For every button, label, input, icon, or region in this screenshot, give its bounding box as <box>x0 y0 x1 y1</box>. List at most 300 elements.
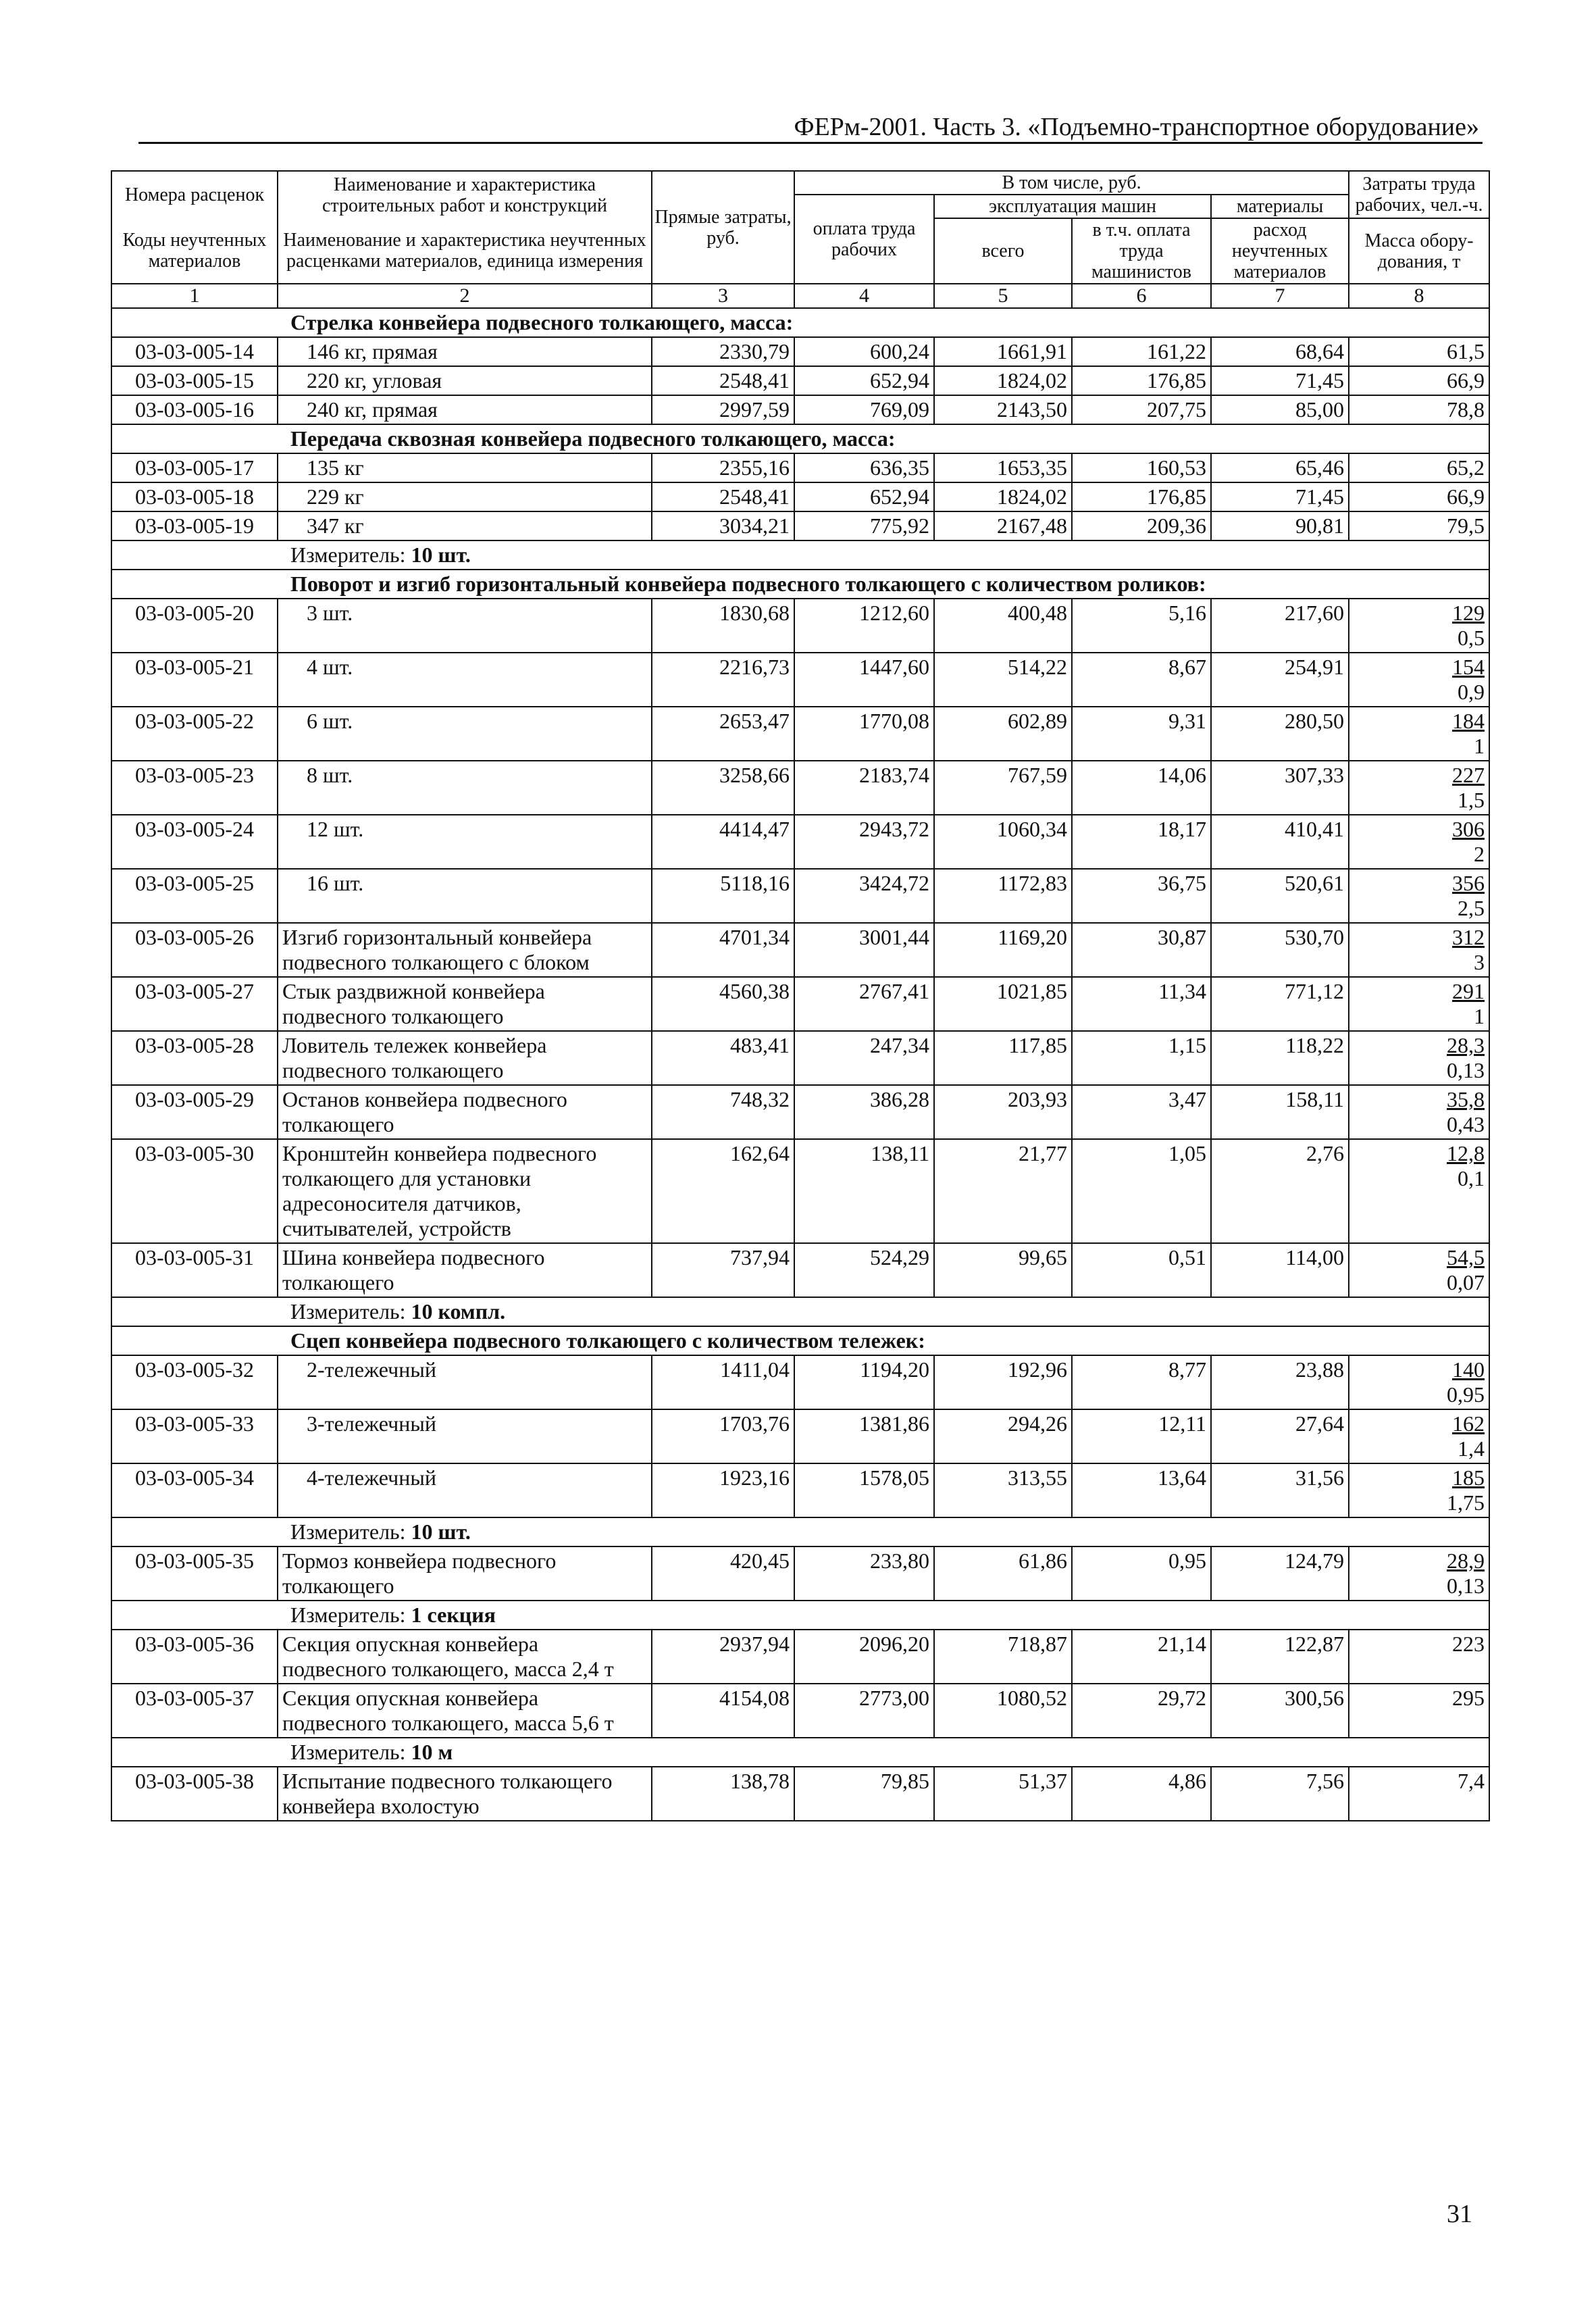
col-header-wages: оплата труда рабочих <box>794 195 934 284</box>
work-name-text: 4 шт. <box>307 655 353 679</box>
labor-costs: 154 <box>1452 655 1485 679</box>
work-name-text: 2-тележечный <box>307 1357 436 1382</box>
rate-code: 03-03-005-26 <box>111 923 278 977</box>
col-header-machines-total: всего <box>934 218 1072 284</box>
machines-total: 51,37 <box>934 1767 1072 1821</box>
col-header-direct-costs: Прямые затраты, руб. <box>652 171 794 284</box>
measure-unit <box>111 1601 1489 1630</box>
materials-cost: 68,64 <box>1211 337 1349 366</box>
column-number: 4 <box>794 284 934 308</box>
col-header-labor: Затраты труда рабочих, чел.-ч. <box>1349 171 1489 218</box>
column-numbers-row <box>111 284 1489 308</box>
column-number: 6 <box>1072 284 1211 308</box>
section-heading-row <box>111 570 1489 599</box>
equipment-mass: 3 <box>1474 950 1485 974</box>
table-row <box>111 1139 1489 1243</box>
operators-wages: 29,72 <box>1072 1684 1211 1738</box>
equipment-mass: 2 <box>1474 842 1485 866</box>
machines-total: 514,22 <box>934 653 1072 707</box>
work-name: Шина конвейера подвесного толкающего <box>278 1243 652 1297</box>
work-name <box>278 869 652 923</box>
machines-total: 767,59 <box>934 761 1072 815</box>
machines-total: 21,77 <box>934 1139 1072 1243</box>
labor-costs: 162 <box>1452 1411 1485 1436</box>
labor-and-mass <box>1349 1139 1489 1243</box>
machines-total: 1172,83 <box>934 869 1072 923</box>
table-row <box>111 1409 1489 1463</box>
equipment-mass: 0,5 <box>1458 626 1485 650</box>
measure-unit-row <box>111 1297 1489 1326</box>
column-number: 5 <box>934 284 1072 308</box>
measure-unit-label: Измеритель: <box>290 543 406 567</box>
direct-costs: 4414,47 <box>652 815 794 869</box>
rate-code: 03-03-005-20 <box>111 599 278 653</box>
wages: 775,92 <box>794 511 934 540</box>
direct-costs: 2997,59 <box>652 395 794 424</box>
machines-total: 1021,85 <box>934 977 1072 1031</box>
labor-and-mass <box>1349 815 1489 869</box>
table-row <box>111 707 1489 761</box>
materials-cost: 307,33 <box>1211 761 1349 815</box>
rate-code: 03-03-005-29 <box>111 1085 278 1139</box>
materials-cost: 71,45 <box>1211 366 1349 395</box>
operators-wages: 0,51 <box>1072 1243 1211 1297</box>
materials-cost: 280,50 <box>1211 707 1349 761</box>
direct-costs: 4701,34 <box>652 923 794 977</box>
measure-unit-value: 1 секция <box>411 1603 496 1627</box>
col-header-materials: материалы <box>1211 195 1349 218</box>
labor-and-mass <box>1349 453 1489 482</box>
operators-wages: 176,85 <box>1072 482 1211 511</box>
wages: 2767,41 <box>794 977 934 1031</box>
table-row <box>111 1031 1489 1085</box>
wages: 524,29 <box>794 1243 934 1297</box>
equipment-mass: 0,07 <box>1447 1270 1485 1294</box>
table-row <box>111 395 1489 424</box>
labor-and-mass <box>1349 511 1489 540</box>
work-name-text: 220 кг, угловая <box>307 368 442 393</box>
wages: 2773,00 <box>794 1684 934 1738</box>
rate-code: 03-03-005-19 <box>111 511 278 540</box>
operators-wages: 3,47 <box>1072 1085 1211 1139</box>
rate-code: 03-03-005-35 <box>111 1546 278 1601</box>
direct-costs: 2653,47 <box>652 707 794 761</box>
measure-unit-label: Измеритель: <box>290 1299 406 1324</box>
wages: 247,34 <box>794 1031 934 1085</box>
direct-costs: 483,41 <box>652 1031 794 1085</box>
equipment-mass: 0,43 <box>1447 1112 1485 1136</box>
page-number: 31 <box>1447 2200 1472 2228</box>
labor-and-mass <box>1349 707 1489 761</box>
labor-and-mass <box>1349 1409 1489 1463</box>
direct-costs: 4154,08 <box>652 1684 794 1738</box>
direct-costs: 3034,21 <box>652 511 794 540</box>
machines-total: 192,96 <box>934 1355 1072 1409</box>
machines-total: 400,48 <box>934 599 1072 653</box>
direct-costs: 4560,38 <box>652 977 794 1031</box>
table-row <box>111 977 1489 1031</box>
materials-cost: 158,11 <box>1211 1085 1349 1139</box>
equipment-mass: 0,95 <box>1447 1382 1485 1407</box>
rate-code: 03-03-005-18 <box>111 482 278 511</box>
work-name-text: 3-тележечный <box>307 1411 436 1436</box>
measure-unit <box>111 540 1489 570</box>
work-name <box>278 511 652 540</box>
direct-costs: 2355,16 <box>652 453 794 482</box>
operators-wages: 12,11 <box>1072 1409 1211 1463</box>
direct-costs: 2937,94 <box>652 1630 794 1684</box>
labor-costs: 7,4 <box>1458 1769 1485 1793</box>
direct-costs: 2330,79 <box>652 337 794 366</box>
direct-costs: 1830,68 <box>652 599 794 653</box>
work-name-text: 146 кг, прямая <box>307 339 438 363</box>
operators-wages: 1,05 <box>1072 1139 1211 1243</box>
wages: 600,24 <box>794 337 934 366</box>
direct-costs: 2216,73 <box>652 653 794 707</box>
column-number: 8 <box>1349 284 1489 308</box>
table-row <box>111 366 1489 395</box>
table-row <box>111 923 1489 977</box>
operators-wages: 207,75 <box>1072 395 1211 424</box>
table-row <box>111 482 1489 511</box>
materials-cost: 410,41 <box>1211 815 1349 869</box>
rate-code: 03-03-005-38 <box>111 1767 278 1821</box>
labor-and-mass <box>1349 1463 1489 1517</box>
direct-costs: 2548,41 <box>652 366 794 395</box>
table-row <box>111 511 1489 540</box>
wages: 1447,60 <box>794 653 934 707</box>
work-name: Тормоз конвейера подвесного толкающего <box>278 1546 652 1601</box>
work-name <box>278 761 652 815</box>
rate-code: 03-03-005-34 <box>111 1463 278 1517</box>
labor-costs: 306 <box>1452 817 1485 841</box>
materials-cost: 23,88 <box>1211 1355 1349 1409</box>
work-name: Секция опускная конвейера подвесного толкающего, масса 2,4 т <box>278 1630 652 1684</box>
wages: 1194,20 <box>794 1355 934 1409</box>
section-heading: Поворот и изгиб горизонтальный конвейера подвесного толкающего с количеством роликов: <box>111 570 1489 599</box>
wages: 769,09 <box>794 395 934 424</box>
labor-costs: 78,8 <box>1447 397 1485 422</box>
table-row <box>111 653 1489 707</box>
labor-costs: 79,5 <box>1447 513 1485 538</box>
table-row <box>111 1767 1489 1821</box>
work-name <box>278 453 652 482</box>
machines-total: 313,55 <box>934 1463 1072 1517</box>
materials-cost: 118,22 <box>1211 1031 1349 1085</box>
measure-unit <box>111 1517 1489 1546</box>
operators-wages: 9,31 <box>1072 707 1211 761</box>
operators-wages: 13,64 <box>1072 1463 1211 1517</box>
direct-costs: 420,45 <box>652 1546 794 1601</box>
work-name-text: 8 шт. <box>307 763 353 787</box>
operators-wages: 21,14 <box>1072 1630 1211 1684</box>
direct-costs: 1411,04 <box>652 1355 794 1409</box>
materials-cost: 124,79 <box>1211 1546 1349 1601</box>
wages: 1381,86 <box>794 1409 934 1463</box>
machines-total: 718,87 <box>934 1630 1072 1684</box>
labor-costs: 28,3 <box>1447 1033 1485 1057</box>
rate-code: 03-03-005-32 <box>111 1355 278 1409</box>
labor-and-mass <box>1349 1085 1489 1139</box>
equipment-mass: 0,13 <box>1447 1574 1485 1598</box>
labor-and-mass <box>1349 599 1489 653</box>
work-name-text: 135 кг <box>307 455 364 480</box>
labor-costs: 185 <box>1452 1465 1485 1490</box>
work-name <box>278 395 652 424</box>
direct-costs: 2548,41 <box>652 482 794 511</box>
work-name <box>278 1463 652 1517</box>
section-heading-row <box>111 308 1489 337</box>
rate-code: 03-03-005-17 <box>111 453 278 482</box>
labor-and-mass <box>1349 1031 1489 1085</box>
table-body <box>111 308 1489 1821</box>
table-row <box>111 1243 1489 1297</box>
measure-unit-row <box>111 1601 1489 1630</box>
labor-costs: 223 <box>1452 1632 1485 1656</box>
materials-cost: 85,00 <box>1211 395 1349 424</box>
measure-unit <box>111 1297 1489 1326</box>
work-name <box>278 1409 652 1463</box>
direct-costs: 1703,76 <box>652 1409 794 1463</box>
materials-cost: 65,46 <box>1211 453 1349 482</box>
measure-unit-row <box>111 540 1489 570</box>
work-name-text: 229 кг <box>307 484 364 509</box>
wages: 1212,60 <box>794 599 934 653</box>
labor-and-mass <box>1349 366 1489 395</box>
rate-code: 03-03-005-37 <box>111 1684 278 1738</box>
materials-cost: 114,00 <box>1211 1243 1349 1297</box>
machines-total: 1080,52 <box>934 1684 1072 1738</box>
table-row <box>111 1546 1489 1601</box>
materials-cost: 7,56 <box>1211 1767 1349 1821</box>
labor-costs: 61,5 <box>1447 339 1485 363</box>
operators-wages: 14,06 <box>1072 761 1211 815</box>
labor-and-mass <box>1349 1546 1489 1601</box>
machines-total: 61,86 <box>934 1546 1072 1601</box>
direct-costs: 3258,66 <box>652 761 794 815</box>
labor-and-mass <box>1349 1630 1489 1684</box>
machines-total: 2167,48 <box>934 511 1072 540</box>
measure-unit-row <box>111 1517 1489 1546</box>
labor-and-mass <box>1349 869 1489 923</box>
labor-costs: 184 <box>1452 709 1485 733</box>
machines-total: 1824,02 <box>934 366 1072 395</box>
operators-wages: 8,67 <box>1072 653 1211 707</box>
machines-total: 1661,91 <box>934 337 1072 366</box>
col-header-including: В том числе, руб. <box>794 171 1349 195</box>
col-header-materials-cost: расход неучтенных материалов <box>1211 218 1349 284</box>
col-header-name-bottom: Наименование и характеристика неучтенных расценками материалов, единица измерения <box>278 218 652 284</box>
machines-total: 1169,20 <box>934 923 1072 977</box>
wages: 1770,08 <box>794 707 934 761</box>
operators-wages: 0,95 <box>1072 1546 1211 1601</box>
table-header <box>111 171 1489 308</box>
section-heading-row <box>111 424 1489 453</box>
rate-code: 03-03-005-27 <box>111 977 278 1031</box>
col-header-codes-bottom: Коды неучтенных материалов <box>111 218 278 284</box>
rate-code: 03-03-005-22 <box>111 707 278 761</box>
materials-cost: 254,91 <box>1211 653 1349 707</box>
work-name-text: 240 кг, прямая <box>307 397 438 422</box>
section-heading: Передача сквозная конвейера подвесного толкающего, масса: <box>111 424 1489 453</box>
table-row <box>111 1463 1489 1517</box>
operators-wages: 1,15 <box>1072 1031 1211 1085</box>
wages: 3424,72 <box>794 869 934 923</box>
work-name-text: 12 шт. <box>307 817 364 841</box>
rate-code: 03-03-005-15 <box>111 366 278 395</box>
work-name: Стык раздвижной конвейера подвесного толкающего <box>278 977 652 1031</box>
rate-code: 03-03-005-16 <box>111 395 278 424</box>
rate-code: 03-03-005-23 <box>111 761 278 815</box>
operators-wages: 161,22 <box>1072 337 1211 366</box>
rate-code: 03-03-005-24 <box>111 815 278 869</box>
rate-code: 03-03-005-33 <box>111 1409 278 1463</box>
materials-cost: 300,56 <box>1211 1684 1349 1738</box>
labor-and-mass <box>1349 761 1489 815</box>
rate-code: 03-03-005-30 <box>111 1139 278 1243</box>
operators-wages: 160,53 <box>1072 453 1211 482</box>
table-row <box>111 337 1489 366</box>
machines-total: 203,93 <box>934 1085 1072 1139</box>
rate-code: 03-03-005-25 <box>111 869 278 923</box>
direct-costs: 737,94 <box>652 1243 794 1297</box>
col-header-machines: эксплуатация машин <box>934 195 1211 218</box>
work-name <box>278 366 652 395</box>
wages: 3001,44 <box>794 923 934 977</box>
measure-unit <box>111 1738 1489 1767</box>
labor-and-mass <box>1349 337 1489 366</box>
work-name-text: 16 шт. <box>307 871 364 895</box>
labor-costs: 356 <box>1452 871 1485 895</box>
wages: 636,35 <box>794 453 934 482</box>
labor-costs: 35,8 <box>1447 1087 1485 1111</box>
machines-total: 1824,02 <box>934 482 1072 511</box>
work-name: Секция опускная конвейера подвесного толкающего, масса 5,6 т <box>278 1684 652 1738</box>
machines-total: 1653,35 <box>934 453 1072 482</box>
column-number: 2 <box>278 284 652 308</box>
labor-costs: 66,9 <box>1447 484 1485 509</box>
work-name-text: 347 кг <box>307 513 364 538</box>
measure-unit-label: Измеритель: <box>290 1519 406 1544</box>
table-row <box>111 815 1489 869</box>
labor-and-mass <box>1349 653 1489 707</box>
direct-costs: 748,32 <box>652 1085 794 1139</box>
col-header-operators: в т.ч. оплата труда машинистов <box>1072 218 1211 284</box>
rate-code: 03-03-005-31 <box>111 1243 278 1297</box>
machines-total: 117,85 <box>934 1031 1072 1085</box>
wages: 79,85 <box>794 1767 934 1821</box>
table-row <box>111 1355 1489 1409</box>
machines-total: 602,89 <box>934 707 1072 761</box>
work-name <box>278 337 652 366</box>
equipment-mass: 1,4 <box>1458 1436 1485 1461</box>
machines-total: 1060,34 <box>934 815 1072 869</box>
labor-and-mass <box>1349 1355 1489 1409</box>
column-number: 1 <box>111 284 278 308</box>
section-heading: Стрелка конвейера подвесного толкающего, масса: <box>111 308 1489 337</box>
work-name <box>278 482 652 511</box>
labor-and-mass <box>1349 482 1489 511</box>
equipment-mass: 0,1 <box>1458 1166 1485 1190</box>
work-name-text: 6 шт. <box>307 709 353 733</box>
materials-cost: 2,76 <box>1211 1139 1349 1243</box>
materials-cost: 90,81 <box>1211 511 1349 540</box>
table-row <box>111 761 1489 815</box>
equipment-mass: 0,13 <box>1447 1058 1485 1082</box>
labor-costs: 227 <box>1452 763 1485 787</box>
work-name <box>278 599 652 653</box>
labor-costs: 140 <box>1452 1357 1485 1382</box>
wages: 1578,05 <box>794 1463 934 1517</box>
labor-and-mass <box>1349 1243 1489 1297</box>
operators-wages: 8,77 <box>1072 1355 1211 1409</box>
equipment-mass: 1,5 <box>1458 788 1485 812</box>
equipment-mass: 2,5 <box>1458 896 1485 920</box>
materials-cost: 530,70 <box>1211 923 1349 977</box>
equipment-mass: 1 <box>1474 734 1485 758</box>
rate-code: 03-03-005-21 <box>111 653 278 707</box>
rates-table <box>111 170 1490 1821</box>
direct-costs: 1923,16 <box>652 1463 794 1517</box>
operators-wages: 36,75 <box>1072 869 1211 923</box>
labor-and-mass <box>1349 395 1489 424</box>
equipment-mass: 0,9 <box>1458 680 1485 704</box>
operators-wages: 4,86 <box>1072 1767 1211 1821</box>
machines-total: 294,26 <box>934 1409 1072 1463</box>
wages: 2096,20 <box>794 1630 934 1684</box>
measure-unit-value: 10 шт. <box>411 1519 471 1544</box>
materials-cost: 122,87 <box>1211 1630 1349 1684</box>
rate-code: 03-03-005-36 <box>111 1630 278 1684</box>
labor-costs: 66,9 <box>1447 368 1485 393</box>
labor-costs: 295 <box>1452 1686 1485 1710</box>
materials-cost: 27,64 <box>1211 1409 1349 1463</box>
labor-and-mass <box>1349 1767 1489 1821</box>
work-name: Испытание подвесного толкающего конвейера вхолостую <box>278 1767 652 1821</box>
work-name: Останов конвейера подвесного толкающего <box>278 1085 652 1139</box>
operators-wages: 5,16 <box>1072 599 1211 653</box>
measure-unit-row <box>111 1738 1489 1767</box>
col-header-mass: Масса обору-дования, т <box>1349 218 1489 284</box>
materials-cost: 31,56 <box>1211 1463 1349 1517</box>
wages: 233,80 <box>794 1546 934 1601</box>
measure-unit-label: Измеритель: <box>290 1603 406 1627</box>
col-header-name-top: Наименование и характеристика строительных работ и конструкций <box>278 171 652 218</box>
table-row <box>111 1630 1489 1684</box>
work-name <box>278 815 652 869</box>
wages: 2943,72 <box>794 815 934 869</box>
table-row <box>111 599 1489 653</box>
labor-and-mass <box>1349 977 1489 1031</box>
labor-and-mass <box>1349 1684 1489 1738</box>
direct-costs: 5118,16 <box>652 869 794 923</box>
rate-code: 03-03-005-14 <box>111 337 278 366</box>
labor-costs: 312 <box>1452 925 1485 949</box>
section-heading-row <box>111 1326 1489 1355</box>
wages: 138,11 <box>794 1139 934 1243</box>
work-name-text: 3 шт. <box>307 601 353 625</box>
labor-costs: 28,9 <box>1447 1549 1485 1573</box>
labor-costs: 65,2 <box>1447 455 1485 480</box>
equipment-mass: 1,75 <box>1447 1490 1485 1515</box>
measure-unit-value: 10 м <box>411 1740 453 1764</box>
measure-unit-label: Измеритель: <box>290 1740 406 1764</box>
materials-cost: 217,60 <box>1211 599 1349 653</box>
page-running-header: ФЕРм-2001. Часть 3. «Подъемно-транспортное оборудование» <box>794 113 1479 141</box>
table-row <box>111 1085 1489 1139</box>
work-name: Кронштейн конвейера подвесного толкающего для установки адресоносителя датчиков, считывателей, устройств <box>278 1139 652 1243</box>
direct-costs: 138,78 <box>652 1767 794 1821</box>
